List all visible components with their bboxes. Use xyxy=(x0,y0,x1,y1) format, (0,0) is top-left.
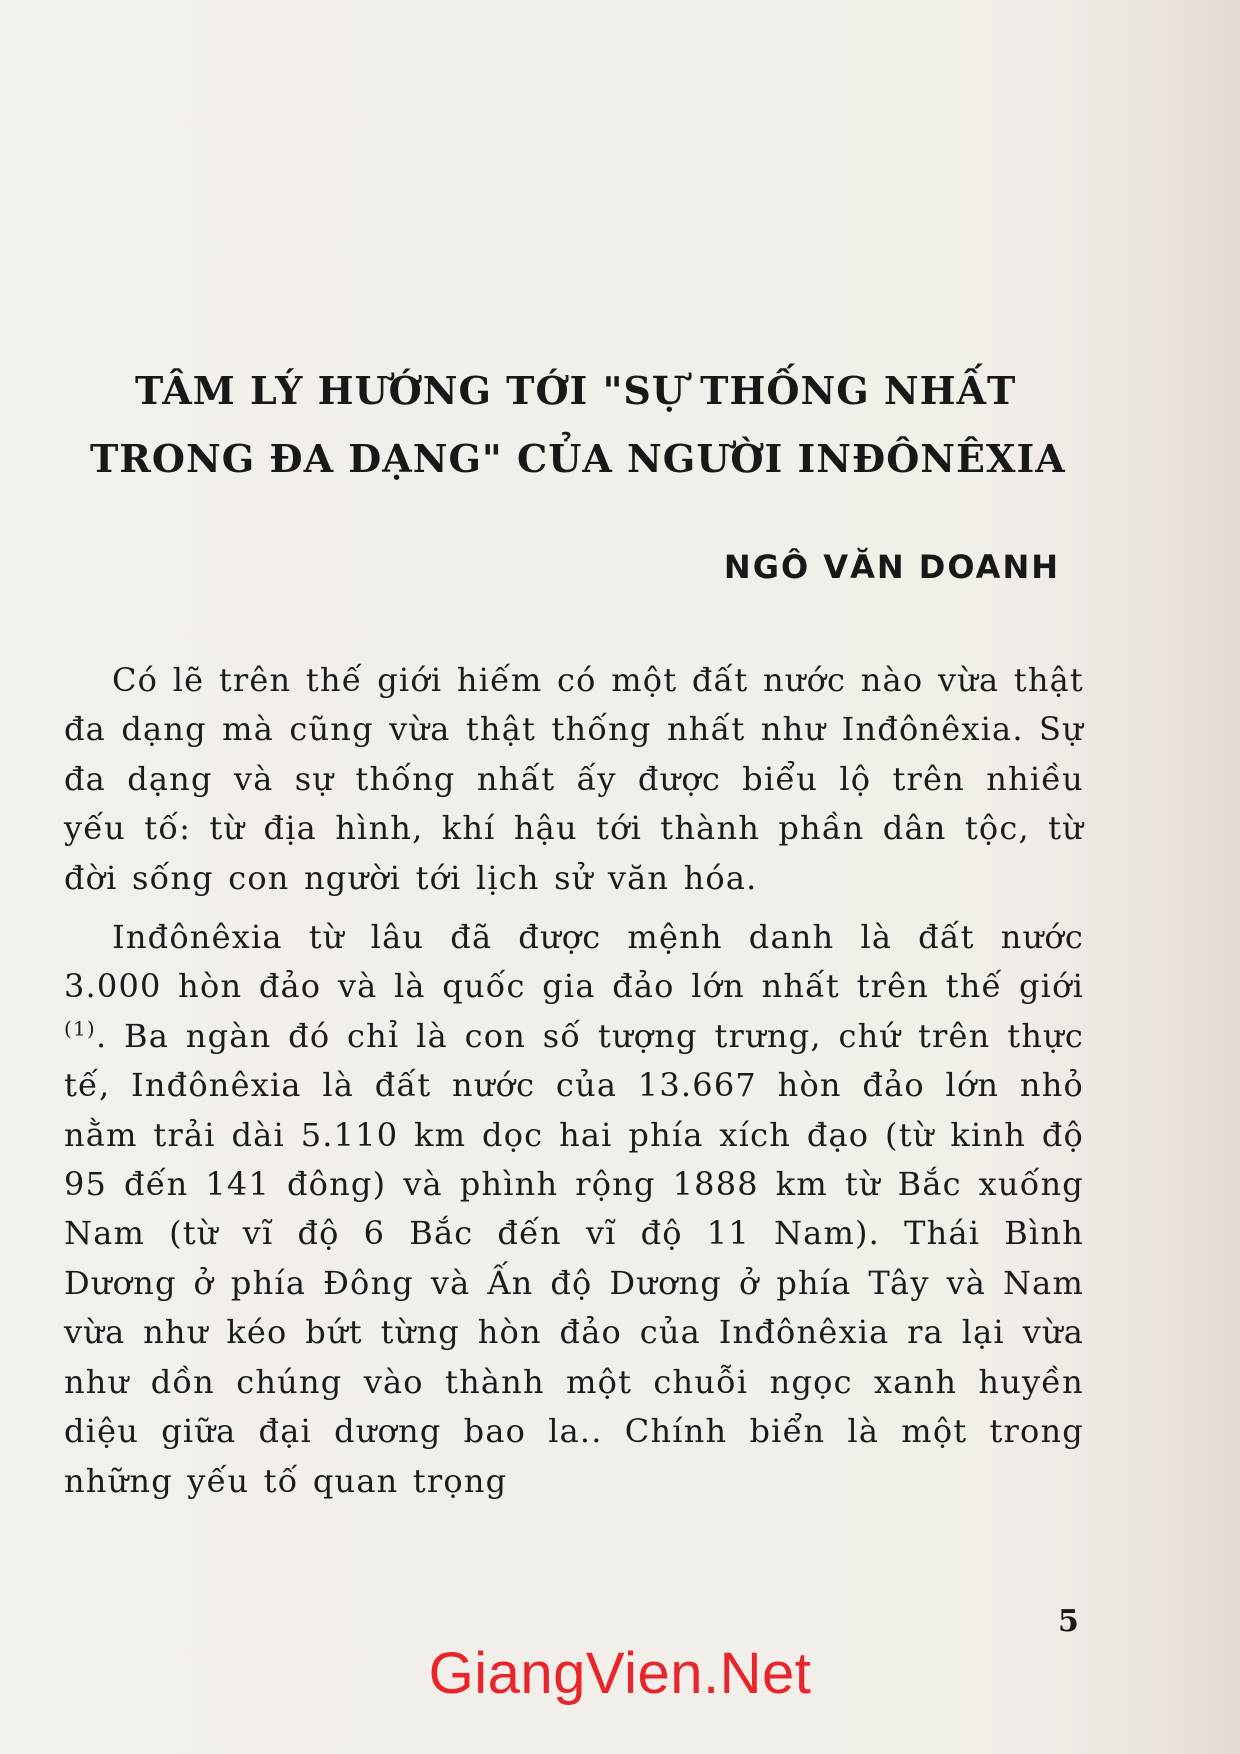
paragraph-2-text-end: . Ba ngàn đó chỉ là con số tượng trưng, chứ trên thực tế, Inđônêxia là đất nước của 13.667 hòn đảo lớn nhỏ nằm trải dài 5.110 km dọc hai phía xích đạo (từ kinh độ 95 đến 141 đông) và phình rộng 1888 km từ Bắc xuống Nam (từ vĩ độ 6 Bắc đến vĩ độ 11 Nam). Thái Bình Dương ở phía Đông và Ấn độ Dương ở phía Tây và Nam vừa như kéo bứt từng hòn đảo của Inđônêxia ra lại vừa như dồn chúng vào thành một chuỗi ngọc xanh huyền diệu giữa đại dương bao la.. Chính biển là một trong những yếu tố quan trọng xyxy=(64,1016,1084,1500)
paragraph-1: Có lẽ trên thế giới hiếm có một đất nước nào vừa thật đa dạng mà cũng vừa thật thống nhất như Inđônêxia. Sự đa dạng và sự thống nhất ấy được biểu lộ trên nhiều yếu tố: từ địa hình, khí hậu tới thành phần dân tộc, từ đời sống con người tới lịch sử văn hóa. xyxy=(64,661,1084,897)
paragraph-2-text-start: Inđônêxia từ lâu đã được mệnh danh là đất nước 3.000 hòn đảo và là quốc gia đảo lớn nhất trên thế giới xyxy=(64,918,1084,1006)
page-number: 5 xyxy=(1058,1604,1079,1639)
site-watermark: GiangVien.Net xyxy=(428,1641,812,1706)
author-name: NGÔ VĂN DOANH xyxy=(723,548,1060,586)
page-edge-shadow xyxy=(1150,0,1240,1754)
chapter-title-line-1: TÂM LÝ HƯỚNG TỚI "SỰ THỐNG NHẤT xyxy=(135,368,1017,414)
paragraph-2 xyxy=(64,913,1084,1506)
chapter-title-line-2: TRONG ĐA DẠNG" CỦA NGƯỜI INĐÔNÊXIA xyxy=(90,436,1066,482)
body-text xyxy=(64,656,1084,1516)
footnote-reference: (1) xyxy=(64,1016,96,1041)
chapter-title xyxy=(90,357,1090,493)
